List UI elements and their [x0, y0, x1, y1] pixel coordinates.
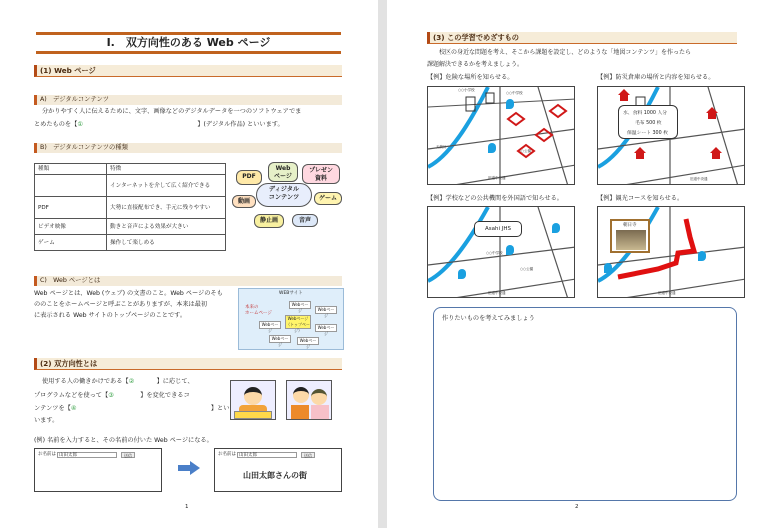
page-number: 1 [185, 504, 189, 510]
diagram-item-still-image: 静止画 [254, 214, 284, 228]
interactivity-line1: 使用する人の働きかけである【② 】に応じて、 [42, 378, 194, 385]
table-row [35, 235, 226, 251]
table-cell: ビデオ映像 [35, 219, 107, 235]
pin-icon [488, 143, 496, 153]
interactivity-line4: います。 [34, 417, 59, 424]
supply-line: 毛布 500 枚 [635, 121, 662, 126]
table-cell: 大勢に直接配布でき、手元に残りやすい [107, 197, 226, 219]
section-c-body-line3: に表示される Web サイトのトップページのことです。 [34, 312, 187, 319]
blank-1[interactable]: ① [77, 121, 83, 128]
section-c-body-line2: ののことをホームページと呼ぶことがありますが、本来は最初 [34, 301, 208, 308]
diagram-center: ディジタル コンテンツ [256, 183, 312, 207]
submit-button[interactable]: 送信 [121, 452, 135, 458]
section-goal-heading: (3) この学習でめざすもの [427, 32, 737, 44]
content-types-table [34, 163, 226, 251]
page-1 [0, 0, 378, 528]
blank-2[interactable]: ② [128, 378, 135, 385]
result-title: 山田太郎さんの街 [243, 471, 307, 480]
map-label-park: ○○公園 [518, 149, 532, 153]
temple-photo [616, 230, 646, 250]
name-input[interactable]: 山田太郎 [57, 452, 117, 458]
page-2 [387, 0, 765, 528]
diagram-item-video: 動画 [232, 195, 256, 208]
website-label: WEBサイト [279, 291, 303, 296]
idea-box[interactable] [433, 307, 737, 501]
name-input: 山田太郎 [237, 452, 297, 458]
original-homepage-label: 本来の ホームページ [245, 305, 272, 316]
diagram-item-presentation: プレゼン 資料 [302, 164, 340, 184]
pin-icon [552, 223, 560, 233]
map-label-school: ○○小学校 [458, 88, 475, 92]
section-b-heading: B) デジタルコンテンツの種類 [34, 143, 342, 153]
section-c-heading: C) Web ページとは [34, 276, 342, 286]
example-caption: (例) 名前を入力すると、その名前の付いた Web ページになる。 [34, 437, 213, 444]
map-label-street: 旧道中央通 [488, 291, 506, 295]
submit-button: 送信 [301, 452, 315, 458]
blank-3[interactable]: ③ [108, 392, 114, 399]
map-label-park: ○○公園 [520, 267, 534, 271]
supply-line: 水、食料 1000 人分 [623, 111, 668, 116]
map-label-street: 旧道中央通 [690, 177, 708, 181]
webpage-box: Webページ [297, 337, 319, 345]
pin-icon [506, 245, 514, 255]
content-diagram [232, 160, 344, 232]
supply-line: 保温シート 300 枚 [627, 131, 668, 136]
table-cell [35, 175, 107, 197]
table-header-row [35, 164, 226, 175]
webpage-box: Webページ [315, 306, 337, 314]
table-row [35, 175, 226, 197]
table-cell: 操作して楽しめる [107, 235, 226, 251]
table-cell: 動きと音声による効果が大きい [107, 219, 226, 235]
kids-illustration [230, 378, 342, 424]
table-row [35, 197, 226, 219]
map-label-jhs: ○○中学校 [486, 251, 503, 255]
webpage-box: Webページ [269, 335, 291, 343]
map-label-river: 天狗川 [436, 145, 447, 149]
pin-icon [458, 269, 466, 279]
input-form-screen [34, 448, 162, 492]
map-danger [427, 86, 575, 185]
map-disaster-storage [597, 86, 745, 185]
map-foreign-language [427, 206, 575, 298]
map-label-street: 旧道中央通 [488, 176, 506, 180]
danger-icons [428, 87, 575, 185]
interactivity-line3: ンテンツを【④ 】とい [34, 405, 230, 412]
section-interactivity-heading: (2) 双方向性とは [34, 358, 342, 370]
section-c-body-line1: Web ページとは、Web (ウェブ) の文書のこと。Web ページのそも [34, 290, 223, 297]
result-screen [214, 448, 342, 492]
page-number: 2 [575, 504, 579, 510]
section-a-body-line2: とめたものを【① 】(デジタル作品) といいます。 [34, 121, 284, 128]
kid-at-computer-image [230, 380, 276, 420]
kids-at-computer-image [286, 380, 332, 420]
name-label: お名前は [38, 452, 56, 457]
table-cell: ゲーム [35, 235, 107, 251]
example-label-2: 【例】防災倉庫の場所と内容を知らせる。 [597, 74, 715, 81]
interactivity-line2: プログラムなどを使って【③ 】を変化できるコ [34, 392, 190, 399]
webpage-box: Webページ [289, 301, 311, 309]
top-page-box: Webページ （トップページ） [286, 316, 310, 333]
table-header: 種類 [35, 164, 107, 175]
webpage-box: Webページ [259, 321, 281, 329]
example-label-3: 【例】学校などの公共機関を外国語で知らせる。 [427, 195, 563, 202]
website-diagram [238, 288, 344, 350]
diagram-item-audio: 音声 [292, 214, 318, 227]
table-cell: PDF [35, 197, 107, 219]
section-a-body-line1: 分かりやすく人に伝えるために、文字、画像などのデジタルデータを一つのソフトウェアでま [42, 108, 302, 115]
map-sightseeing [597, 206, 745, 298]
table-header: 特徴 [107, 164, 226, 175]
example-label-1: 【例】危険な場所を知らせる。 [427, 74, 514, 81]
name-label: お名前は [218, 452, 236, 457]
arrow-right-icon [178, 461, 200, 475]
storage-house-icons [598, 87, 745, 185]
section-a-heading: A) デジタルコンテンツ [34, 95, 342, 105]
temple-label: 朝日寺 [623, 223, 637, 228]
page-title: Ⅰ. 双方向性のある Web ページ [36, 32, 341, 54]
pin-icon [604, 263, 612, 273]
diagram-item-pdf: PDF [236, 170, 262, 185]
pin-icon [698, 251, 706, 261]
pin-icon [506, 99, 514, 109]
blank-4[interactable]: ④ [70, 405, 77, 412]
map-label-street: 旧道中央通 [658, 291, 676, 295]
jhs-popup: Asahi JHS [474, 221, 522, 237]
webpage-box: Webページ [315, 324, 337, 332]
section-web-page-heading: (1) Web ページ [34, 65, 342, 77]
idea-box-label: 作りたいものを考えてみましょう [442, 315, 535, 322]
example-label-4: 【例】観光コースを知らせる。 [597, 195, 684, 202]
goal-intro-line1: 校区の身近な問題を考え、そこから課題を設定し、どのような「地図コンテンツ」を作ったら [439, 49, 692, 56]
diagram-item-web: Web ページ [268, 162, 298, 182]
temple-popup [610, 219, 650, 253]
table-cell: インターネットを介して広く紹介できる [107, 175, 226, 197]
diagram-item-game: ゲーム [314, 192, 342, 205]
map-label-jhs: ○○中学校 [506, 91, 523, 95]
goal-intro-line2: 課題解決できるかを考えましょう。 [427, 61, 524, 68]
table-row [35, 219, 226, 235]
